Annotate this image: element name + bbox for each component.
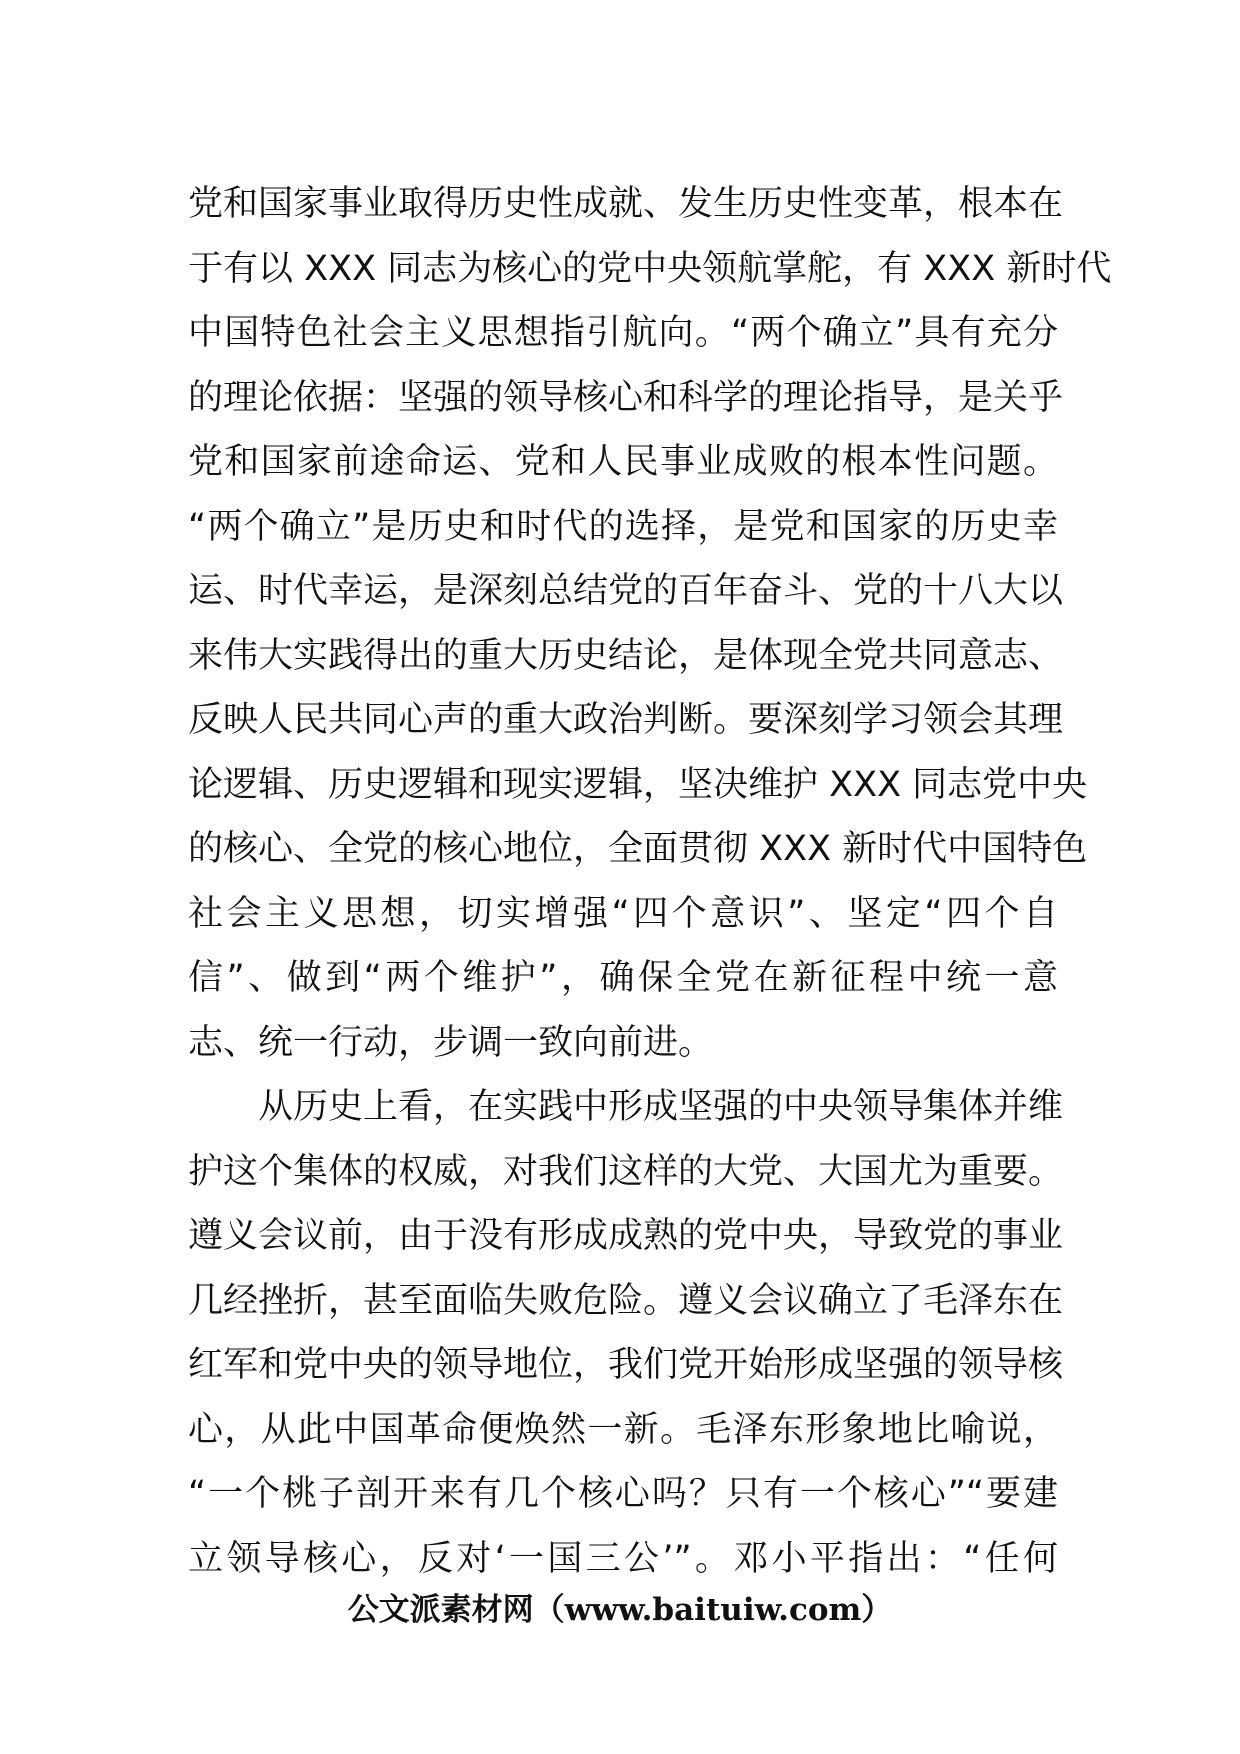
text-line: 中国特色社会主义思想指引航向。“两个确立”具有充分 [188, 313, 1058, 353]
text-line: 社会主义思想，切实增强“四个意识”、坚定“四个自 [188, 893, 1058, 934]
text-line: 于有以 XXX 同志为核心的党中央领航掌舵，有 XXX 新时代 [188, 248, 1112, 289]
text-line: 立领导核心，反对‘一国三公’”。邓小平指出：“任何 [188, 1538, 1058, 1579]
document-body [188, 172, 1112, 1591]
text-line: 运、时代幸运，是深刻总结党的百年奋斗、党的十八大以 [188, 571, 1064, 611]
text-line: 党和国家前途命运、党和人民事业成败的根本性问题。 [188, 442, 1058, 482]
text-line: 志、统一行动，步调一致向前进。 [188, 1022, 714, 1063]
text-line: 论逻辑、历史逻辑和现实逻辑，坚决维护 XXX 同志党中央 [188, 764, 1088, 805]
text-line: 党和国家事业取得历史性成就、发生历史性变革，根本在 [188, 184, 1064, 224]
text-line: 的核心、全党的核心地位，全面贯彻 XXX 新时代中国特色 [188, 829, 1088, 869]
text-line: 心，从此中国革命便焕然一新。毛泽东形象地比喻说， [188, 1409, 1058, 1450]
paragraph-first-line: 从历史上看，在实践中形成坚强的中央领导集体并维 [258, 1087, 1064, 1127]
text-line: 来伟大实践得出的重大历史结论，是体现全党共同意志、 [188, 635, 1064, 676]
footer-watermark: 公文派素材网（www.baituiw.com） [347, 1592, 893, 1628]
text-line: “一个桃子剖开来有几个核心吗？只有一个核心”“要建 [188, 1474, 1058, 1514]
text-line: 红军和党中央的领导地位，我们党开始形成坚强的领导核 [188, 1345, 1064, 1385]
text-line: 护这个集体的权威，对我们这样的大党、大国尤为重要。 [188, 1151, 1064, 1192]
text-line: 信”、做到“两个维护”，确保全党在新征程中统一意 [188, 958, 1058, 998]
text-line: “两个确立”是历史和时代的选择，是党和国家的历史幸 [188, 506, 1058, 547]
text-line: 遵义会议前，由于没有形成成熟的党中央，导致党的事业 [188, 1216, 1064, 1256]
text-line: 几经挫折，甚至面临失败危险。遵义会议确立了毛泽东在 [188, 1280, 1064, 1321]
text-line: 反映人民共同心声的重大政治判断。要深刻学习领会其理 [188, 700, 1064, 740]
text-line: 的理论依据：坚强的领导核心和科学的理论指导，是关乎 [188, 377, 1064, 418]
